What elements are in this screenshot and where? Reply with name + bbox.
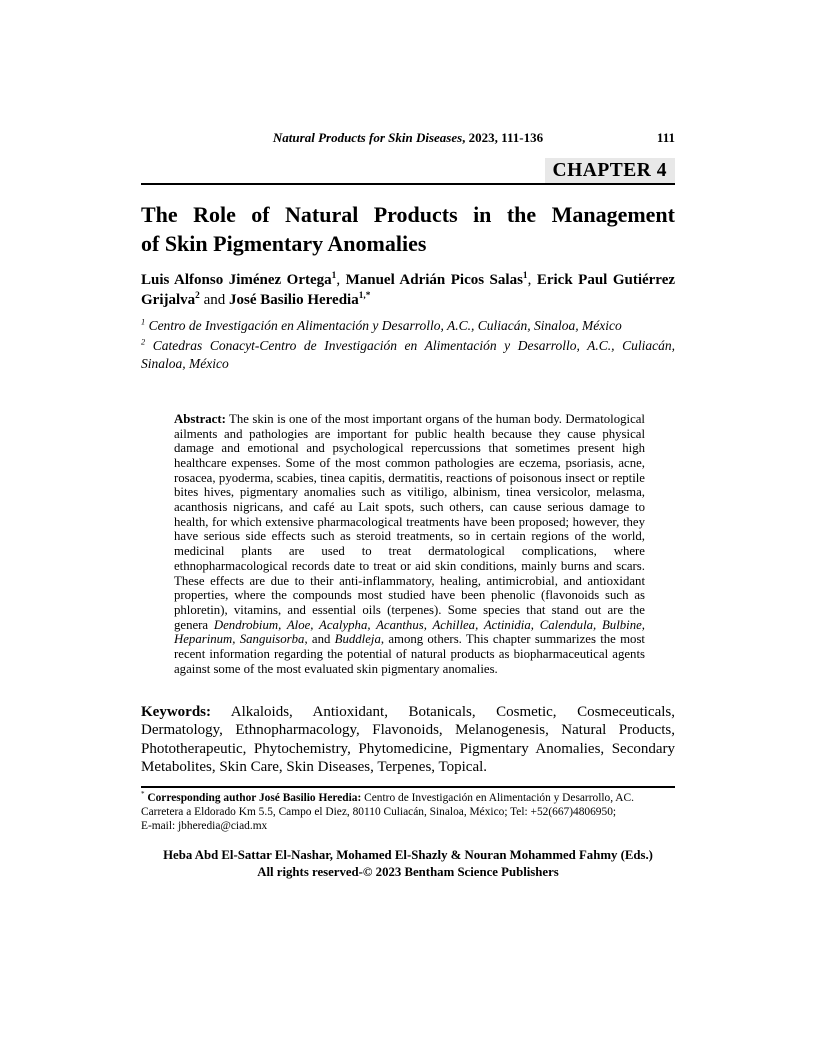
- corresponding-author-label: Corresponding author José Basilio Heredia:: [144, 791, 362, 804]
- chapter-title: [141, 200, 675, 258]
- author-name: José Basilio Heredia: [228, 291, 359, 308]
- affiliations: [141, 317, 675, 372]
- author-name: Erick Paul Gutiérrez Grijalva: [141, 272, 676, 308]
- author-affiliation-marker: 1,*: [358, 290, 371, 301]
- chapter-title-line-1: The Role of Natural Products in the Management: [141, 202, 675, 227]
- corresponding-author-email: E-mail: jbheredia@ciad.mx: [141, 820, 268, 833]
- author-separator: ,: [527, 272, 537, 289]
- header-rule: [141, 158, 675, 185]
- corresponding-author-footnote: [141, 791, 675, 834]
- abstract-label: Abstract:: [174, 411, 226, 426]
- affiliation-marker: 2: [141, 337, 146, 347]
- affiliation-2: [141, 337, 675, 372]
- running-head-book-title: Natural Products for Skin Diseases: [272, 130, 463, 145]
- affiliation-text: Centro de Investigación en Alimentación y Desarrollo, A.C., Culiacán, Sinaloa, México: [145, 318, 622, 334]
- running-head: [141, 130, 675, 146]
- footnote-divider: [141, 786, 675, 788]
- author-affiliation-marker: 1: [331, 271, 337, 282]
- author-separator: ,: [336, 272, 346, 289]
- copyright-line: All rights reserved-© 2023 Bentham Science Publishers: [257, 864, 559, 879]
- abstract: [174, 412, 645, 677]
- author-affiliation-marker: 1: [522, 271, 528, 282]
- abstract-text: , among others. This chapter summarizes the most recent information regarding the potential of natural products as biopharmaceutical agents against some of the most evaluated skin pigmentary anomalies.: [174, 632, 645, 676]
- keywords-text: Alkaloids, Antioxidant, Botanicals, Cosmetic, Cosmeceuticals, Dermatology, Ethnopharmacology, Flavonoids, Melanogenesis, Natural Products, Phototherapeutic, Phytochemistry, Phytomedicine, Pigmentary Anomalies, Secondary Metabolites, Skin Care, Skin Diseases, Terpenes, Topical.: [141, 703, 675, 776]
- keywords-label: Keywords:: [141, 703, 211, 720]
- corresponding-author-address: Centro de Investigación en Alimentación y Desarrollo, AC. Carretera a Eldorado Km 5.5, Campo el Diez, 80110 Culiacán, Sinaloa, México; Tel: +52(667)4806950;: [141, 791, 634, 819]
- author-name: Manuel Adrián Picos Salas: [345, 272, 523, 289]
- running-head-citation-suffix: , 2023, 111-136: [462, 130, 544, 145]
- author-affiliation-marker: 2: [195, 290, 200, 301]
- running-head-citation: [141, 130, 675, 146]
- chapter-badge: CHAPTER 4: [545, 158, 675, 183]
- author-name: Luis Alfonso Jiménez Ortega: [141, 272, 332, 289]
- affiliation-marker: 1: [141, 317, 146, 327]
- abstract-genera-italic: Dendrobium, Aloe, Acalypha, Acanthus, Achillea, Actinidia, Calendula, Bulbine, Heparinum, Sanguisorba: [174, 617, 645, 647]
- abstract-genus-italic: Buddleja: [334, 632, 381, 647]
- chapter-title-line-2: of Skin Pigmentary Anomalies: [141, 231, 427, 257]
- corresponding-author-text: [141, 791, 675, 820]
- authors-line: [141, 271, 675, 310]
- abstract-text: The skin is one of the most important organs of the human body. Dermatological ailments and pathologies are important for public health because they cause physical damage and emotional and psychological repercussions that sometimes present high healthcare expenses. Some of the most common pathologies are eczema, psoriasis, acne, rosacea, pyoderma, scabies, tinea capitis, dermatitis, reactions of poisonous insect or reptile bites hives, pigmentary anomalies such as vitiligo, albinism, tinea versicolor, melasma, acanthosis nigricans, and café au Lait spots, such others, can cause serious damage to health, for which extensive pharmacological treatments have been proposed; however, they have serious side effects such as steroid treatments, so in certain regions of the world, medicinal plants are used to treat dermatological complications, where ethnopharmacological records date to treat or aid skin conditions, mainly burns and scars. These effects are due to their anti-inflammatory, healing, antimicrobial, and antioxidant properties, where the compounds most studied have been phenolic (flavonoids such as phloretin), vitamins, and essential oils (terpenes). Some species that stand out are the genera: [174, 411, 645, 632]
- corresponding-author-marker: *: [141, 790, 145, 799]
- keywords: [141, 703, 675, 777]
- abstract-text: , and: [304, 632, 335, 647]
- author-separator: and: [199, 291, 229, 308]
- page-number: 111: [656, 130, 675, 145]
- imprint: [141, 847, 675, 881]
- affiliation-text: Catedras Conacyt-Centro de Investigación en Alimentación y Desarrollo, A.C., Culiacán, Sinaloa, México: [141, 338, 675, 371]
- affiliation-1: [141, 317, 675, 334]
- editors-line: Heba Abd El-Sattar El-Nashar, Mohamed El-Shazly & Nouran Mohammed Fahmy (Eds.): [163, 847, 653, 862]
